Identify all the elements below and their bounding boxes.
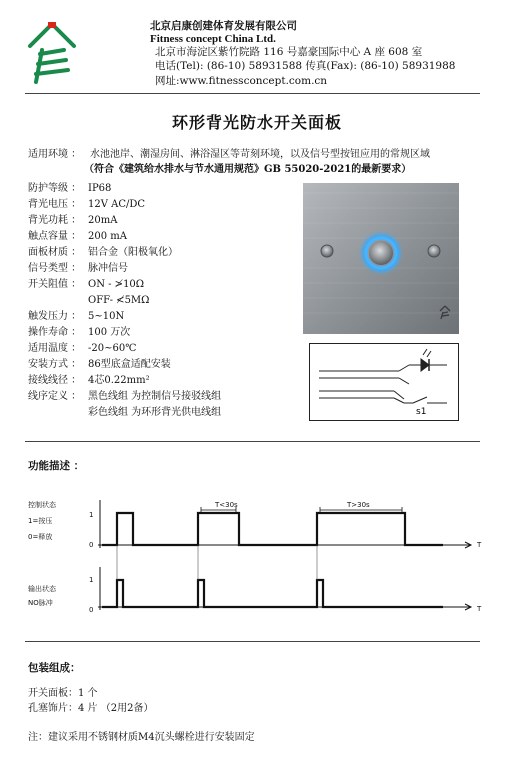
- chart2-axis-label: T: [477, 605, 482, 613]
- chart1-tick-0: 0: [89, 541, 94, 549]
- package-note: 注：建议采用不锈钢材质M4沉头螺栓进行安装固定: [28, 732, 255, 743]
- spec-label: 触点容量 ：: [28, 231, 82, 242]
- package-item: 孔塞饰片：4 片 （2用2备）: [28, 703, 154, 714]
- spec-value: 20mA: [88, 215, 118, 226]
- spec-row: [28, 230, 127, 246]
- page-title: 环形背光防水开关面板: [171, 113, 342, 132]
- spec-label: 操作寿命 ：: [28, 327, 82, 338]
- circuit-diagram: [309, 343, 459, 421]
- spec-value: 5~10N: [88, 311, 125, 322]
- chart2-tick-1: 1: [89, 576, 94, 584]
- company-name-cn: 北京启康创建体育发展有限公司: [150, 20, 297, 32]
- chart1-annotation-1: T<30s: [215, 501, 238, 509]
- chart1-label-1: 控制状态: [28, 501, 56, 509]
- package-heading: 包装组成：: [28, 662, 81, 674]
- spec-value: OFF- ≮5MΩ: [88, 295, 150, 306]
- spec-row: [28, 374, 150, 390]
- spec-row: [28, 182, 112, 198]
- company-name-en: Fitness concept China Ltd.: [150, 33, 276, 45]
- company-phone-fax: 电话(Tel): (86-10) 58931588 传真(Fax): (86-10) 58931988: [155, 60, 456, 72]
- spec-value: 黑色线组 为控制信号接驳线组: [88, 391, 222, 402]
- chart2-tick-0: 0: [89, 606, 94, 614]
- env-label: 适用环境 ：: [28, 149, 82, 160]
- section-divider-2: [25, 641, 480, 642]
- spec-row: [28, 406, 222, 422]
- spec-row: [28, 358, 171, 374]
- spec-label: 背光电压 ：: [28, 199, 82, 210]
- env-text: 水池池岸、潮湿房间、淋浴湿区等苛刻环境，以及信号型按钮应用的常规区域: [90, 149, 430, 160]
- company-website: 网址:www.fitnessconcept.com.cn: [155, 75, 328, 87]
- chart1-label-2: 1=按压: [28, 517, 53, 525]
- spec-row: [28, 294, 150, 310]
- spec-label: 开关阻值 ：: [28, 279, 82, 290]
- spec-row: [28, 262, 128, 278]
- spec-row: [28, 278, 145, 294]
- section-divider-1: [25, 441, 480, 442]
- package-item: 开关面板：1 个: [28, 688, 98, 699]
- chart2-label-2: NO脉冲: [28, 599, 53, 607]
- spec-row: [28, 390, 222, 406]
- spec-value: ON - ≯10Ω: [88, 279, 145, 290]
- spec-value: 12V AC/DC: [88, 199, 146, 210]
- chart1-axis-label: T: [477, 541, 482, 549]
- spec-list: [28, 182, 222, 422]
- spec-row: [28, 246, 178, 262]
- spec-value: IP68: [88, 183, 112, 194]
- spec-value: 彩色线组 为环形背光供电线组: [88, 407, 222, 418]
- chart1-annotation-2: T>30s: [347, 501, 370, 509]
- spec-label: 背光功耗 ：: [28, 215, 82, 226]
- spec-label: 触发压力 ：: [28, 311, 82, 322]
- timing-diagram: [25, 490, 495, 620]
- company-address: 北京市海淀区紫竹院路 116 号嘉豪国际中心 A 座 608 室: [155, 46, 423, 58]
- spec-value: 4芯0.22mm²: [88, 375, 150, 386]
- spec-label: 适用温度 ：: [28, 343, 82, 354]
- chart2-label-1: 输出状态: [28, 585, 56, 593]
- chart1-tick-1: 1: [89, 511, 94, 519]
- env-note: （符合《建筑给水排水与节水通用规范》GB 55020-2021的最新要求）: [84, 164, 412, 175]
- product-photo: [303, 183, 459, 334]
- spec-row: [28, 326, 131, 342]
- spec-value: 200 mA: [88, 231, 127, 242]
- spec-label: 防护等级 ：: [28, 183, 82, 194]
- spec-value: -20~60℃: [88, 343, 137, 354]
- spec-label: 安装方式 ：: [28, 359, 82, 370]
- company-logo: [22, 20, 82, 84]
- header-divider: [25, 93, 480, 94]
- spec-label: 面板材质 ：: [28, 247, 82, 258]
- circuit-switch-label: s1: [416, 407, 427, 417]
- spec-row: [28, 342, 137, 358]
- spec-value: 铝合金（阳极氧化）: [88, 247, 178, 258]
- function-heading: 功能描述 ：: [28, 460, 85, 472]
- spec-row: [28, 198, 146, 214]
- spec-value: 86型底盒适配安装: [88, 359, 171, 370]
- spec-label: 接线线径 ：: [28, 375, 82, 386]
- spec-value: 脉冲信号: [88, 263, 128, 274]
- spec-row: [28, 214, 118, 230]
- spec-label: 信号类型 ：: [28, 263, 82, 274]
- spec-row: [28, 310, 125, 326]
- chart1-label-3: 0=释放: [28, 533, 53, 541]
- spec-value: 100 万次: [88, 327, 131, 338]
- spec-label: 线序定义 ：: [28, 391, 82, 402]
